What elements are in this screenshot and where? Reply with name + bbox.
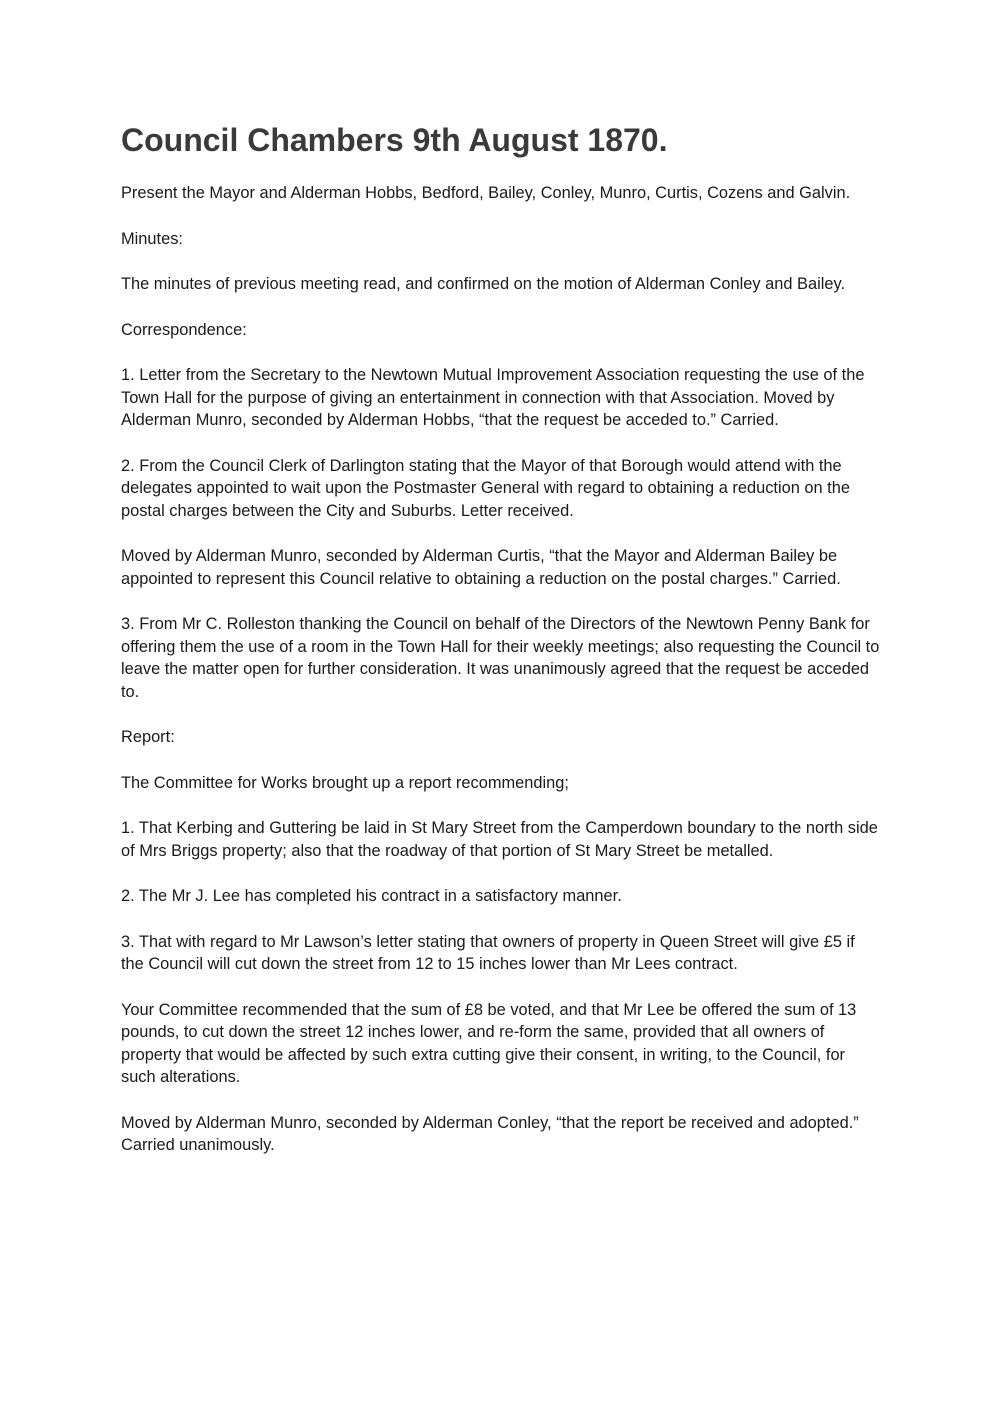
report-item-3: 3. That with regard to Mr Lawson’s letter stating that owners of property in Queen Street will give £5 if the Council will cut down the street from 12 to 15 inches lower than Mr Lees contract. — [121, 932, 855, 973]
correspondence-item-3: 3. From Mr C. Rolleston thanking the Council on behalf of the Directors of the Newtown Penny Bank for offering them the use of a room in the Town Hall for their weekly meetings; also requesting the Council to leave the matter open for further consideration. It was unanimously agreed that the request be acceded to. — [121, 615, 880, 701]
minutes-paragraph: The minutes of previous meeting read, and confirmed on the motion of Alderman Conley and Bailey. — [121, 275, 846, 293]
report-intro: The Committee for Works brought up a report recommending; — [121, 773, 569, 792]
correspondence-heading: Correspondence: — [121, 320, 247, 339]
report-item-1: 1. That Kerbing and Guttering be laid in St Mary Street from the Camperdown boundary to the north side of Mrs Briggs property; also that the roadway of that portion of St Mary Street be metalled. — [121, 819, 878, 860]
minutes-heading: Minutes: — [121, 229, 183, 248]
correspondence-item-1: 1. Letter from the Secretary to the Newtown Mutual Improvement Association requesting the use of the Town Hall for the purpose of giving an entertainment in connection with that Association. Moved by Alderman Munro, seconded by Alderman Hobbs, “that the request be acceded to.” Carried. — [121, 366, 865, 429]
report-item-2: 2. The Mr J. Lee has completed his contract in a satisfactory manner. — [121, 887, 622, 905]
committee-recommendation: Your Committee recommended that the sum of £8 be voted, and that Mr Lee be offered the sum of 13 pounds, to cut down the street 12 inches lower, and re-form the same, provided that all owners of property that would be affected by such extra cutting give their consent, in writing, to the Council, for such alterations. — [121, 1000, 857, 1086]
report-motion: Moved by Alderman Munro, seconded by Alderman Conley, “that the report be received and adopted.” Carried unanimously. — [121, 1113, 859, 1154]
document-page — [121, 120, 881, 1180]
correspondence-item-2: 2. From the Council Clerk of Darlington stating that the Mayor of that Borough would attend with the delegates appointed to wait upon the Postmaster General with regard to obtaining a reduction on the postal charges between the City and Suburbs. Letter received. — [121, 456, 850, 520]
correspondence-motion: Moved by Alderman Munro, seconded by Alderman Curtis, “that the Mayor and Alderman Bailey be appointed to represent this Council relative to obtaining a reduction on the postal charges.” Carried. — [121, 547, 841, 588]
page-title: Council Chambers 9th August 1870. — [121, 122, 668, 158]
report-heading: Report: — [121, 728, 175, 746]
attendance-paragraph: Present the Mayor and Alderman Hobbs, Bedford, Bailey, Conley, Munro, Curtis, Cozens and Galvin. — [121, 184, 851, 202]
